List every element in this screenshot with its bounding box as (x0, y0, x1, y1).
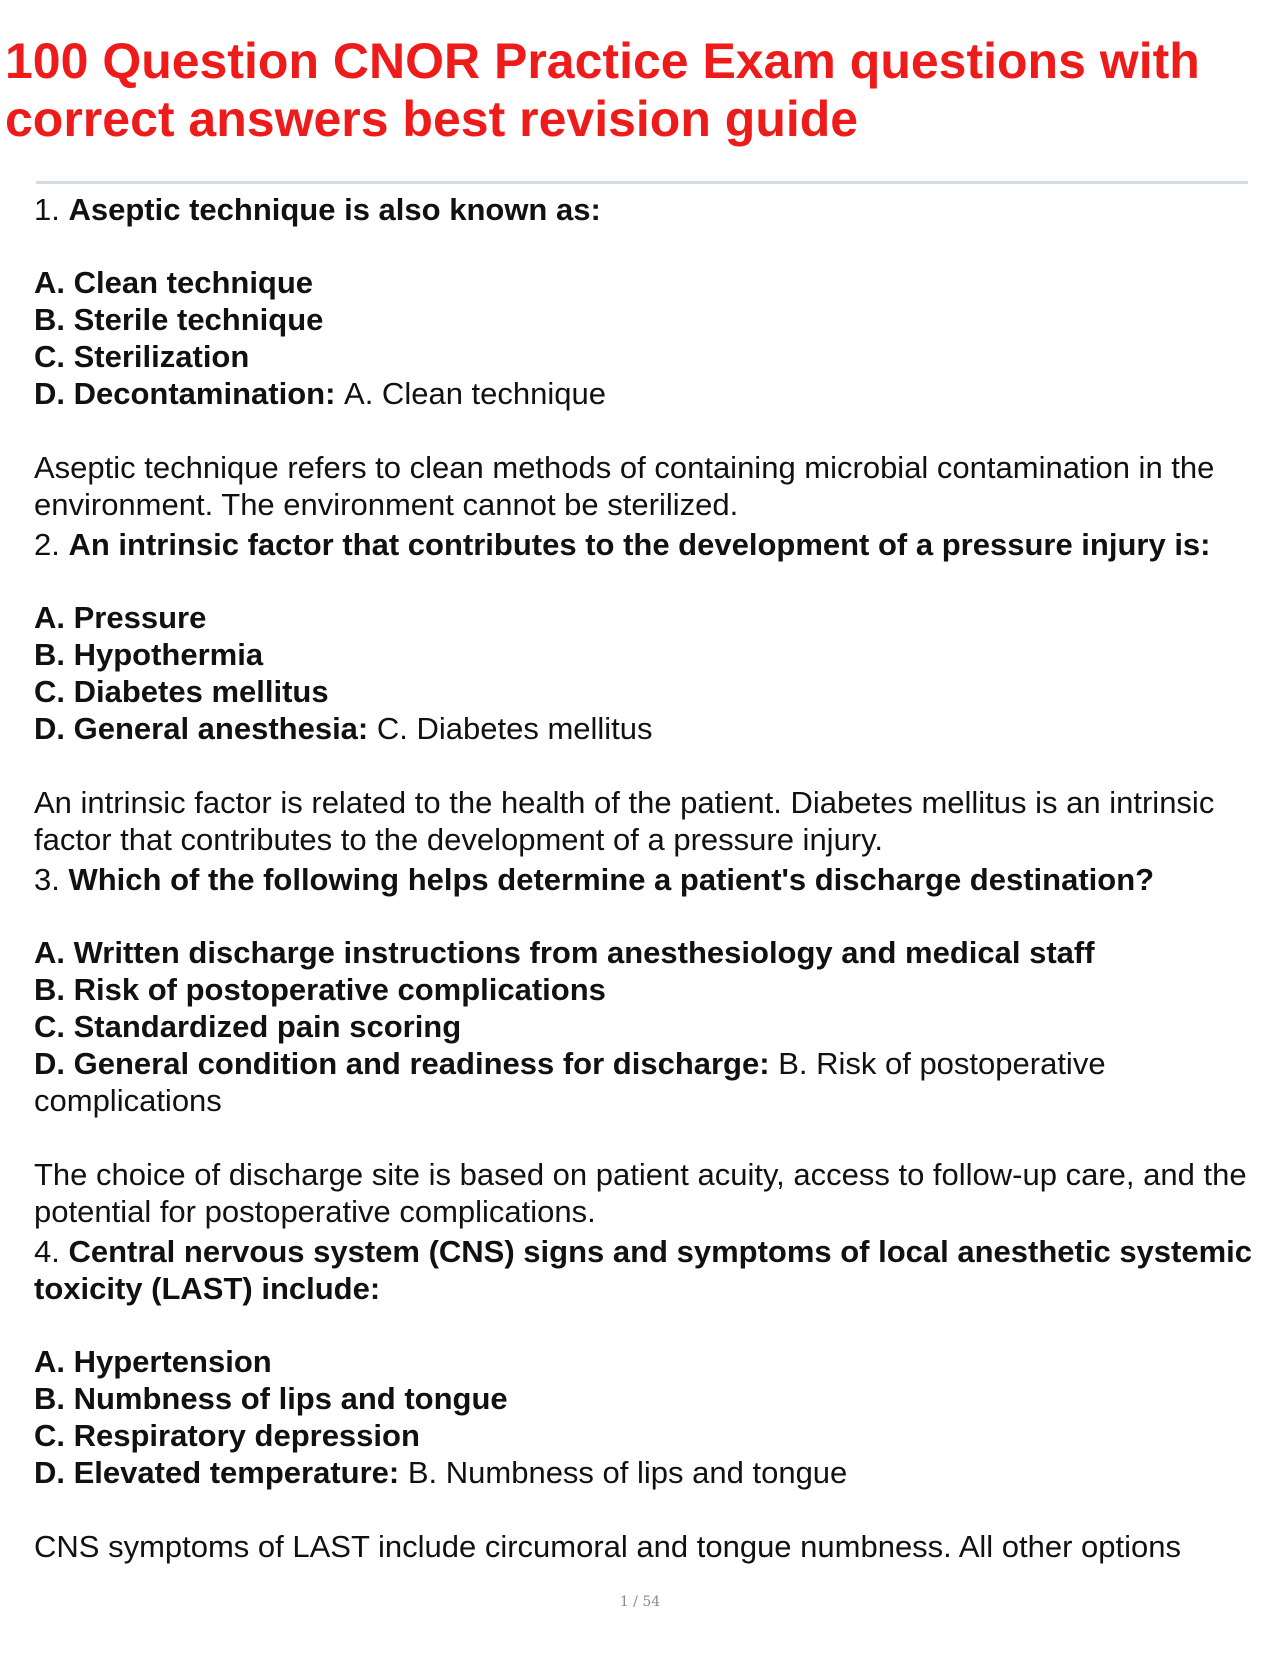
question-2 (34, 523, 1254, 858)
option-c: C. Standardized pain scoring (34, 1009, 462, 1044)
option-c: C. Respiratory depression (34, 1418, 420, 1453)
option-d (34, 710, 1254, 747)
question-number: 1. (34, 192, 60, 227)
options-list (34, 1343, 1254, 1491)
title-divider (36, 181, 1248, 184)
correct-answer: A. Clean technique (344, 376, 606, 411)
explanation: An intrinsic factor is related to the health of the patient. Diabetes mellitus is an intrinsic factor that contributes to the development of a pressure injury. (34, 785, 1215, 857)
question-text: An intrinsic factor that contributes to the development of a pressure injury is: (68, 527, 1211, 562)
option-a: A. Hypertension (34, 1344, 272, 1379)
option-b: B. Risk of postoperative complications (34, 972, 606, 1007)
question-stem (34, 858, 1254, 898)
explanation: Aseptic technique refers to clean methods of containing microbial contamination in the environment. The environment cannot be sterilized. (34, 450, 1215, 522)
question-4 (34, 1230, 1254, 1565)
options-list (34, 934, 1254, 1119)
question-number: 2. (34, 527, 60, 562)
question-stem (34, 523, 1254, 563)
option-a: A. Clean technique (34, 265, 314, 300)
question-number: 3. (34, 862, 60, 897)
page-number: 1 / 54 (619, 1594, 661, 1610)
question-text: Aseptic technique is also known as: (68, 192, 601, 227)
option-a: A. Written discharge instructions from anesthesiology and medical staff (34, 935, 1095, 970)
option-b: B. Hypothermia (34, 637, 264, 672)
option-d (34, 1045, 1254, 1119)
option-d-label: D. General anesthesia: (34, 711, 369, 746)
question-number: 4. (34, 1234, 60, 1269)
question-text: Which of the following helps determine a patient's discharge destination? (68, 862, 1155, 897)
question-list (34, 188, 1254, 1565)
option-c: C. Diabetes mellitus (34, 674, 329, 709)
option-c: C. Sterilization (34, 339, 250, 374)
question-stem (34, 188, 1254, 228)
option-d-label: D. General condition and readiness for discharge: (34, 1046, 770, 1081)
option-b: B. Numbness of lips and tongue (34, 1381, 508, 1416)
explanation: CNS symptoms of LAST include circumoral and tongue numbness. All other options (34, 1529, 1181, 1564)
option-d-label: D. Elevated temperature: (34, 1455, 400, 1490)
option-a: A. Pressure (34, 600, 207, 635)
page-title: 100 Question CNOR Practice Exam questions with correct answers best revision guide (5, 33, 1200, 147)
correct-answer: C. Diabetes mellitus (376, 711, 653, 746)
explanation: The choice of discharge site is based on patient acuity, access to follow-up care, and the potential for postoperative complications. (34, 1157, 1247, 1229)
correct-answer: B. Numbness of lips and tongue (407, 1455, 848, 1490)
question-3 (34, 858, 1254, 1230)
options-list (34, 599, 1254, 747)
question-1 (34, 188, 1254, 523)
option-d-label: D. Decontamination: (34, 376, 336, 411)
option-b: B. Sterile technique (34, 302, 324, 337)
options-list (34, 264, 1254, 412)
option-d (34, 1454, 1254, 1491)
question-text: Central nervous system (CNS) signs and symptoms of local anesthetic systemic toxicity (LAST) include: (34, 1234, 1253, 1306)
correct-answer: B. Risk of postoperative complications (34, 1046, 1106, 1118)
question-stem (34, 1230, 1254, 1307)
option-d (34, 375, 1254, 412)
